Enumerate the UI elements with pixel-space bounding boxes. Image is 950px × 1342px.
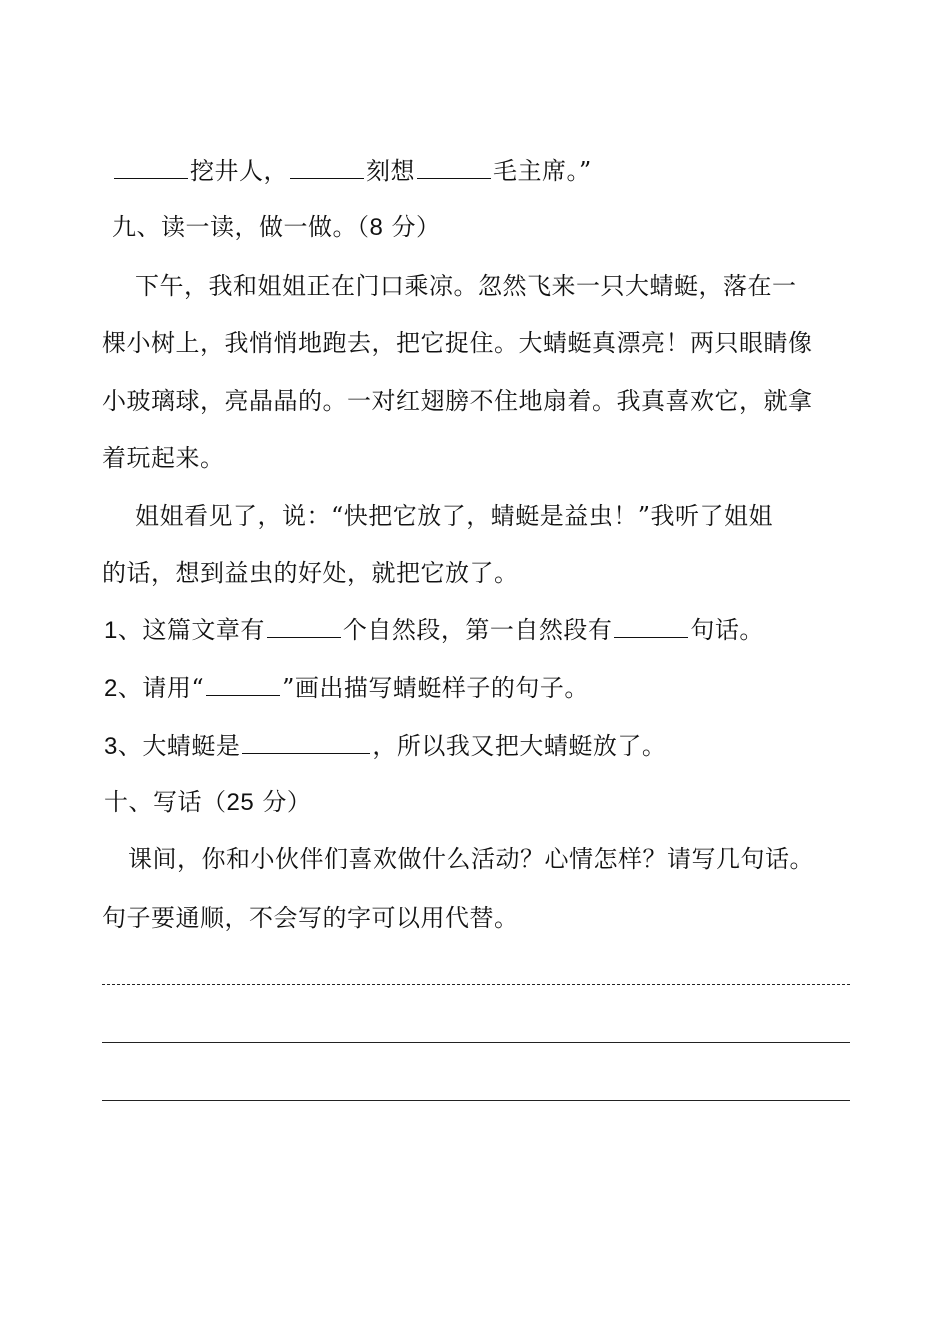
fill-blank[interactable] [290, 156, 364, 179]
question-2: 2、请用“ ”画出描写蜻蜓样子的句子。 [104, 674, 589, 702]
fill-blank[interactable] [267, 615, 341, 638]
writing-line[interactable] [102, 1100, 850, 1101]
passage-line: 下午，我和姐姐正在门口乘凉。忽然飞来一只大蜻蜓，落在一 [135, 272, 797, 300]
section-heading-9: 九、读一读，做一做。（8 分） [112, 213, 441, 241]
text-segment: 刻想 [366, 157, 415, 185]
text-segment: 毛主席。” [493, 157, 592, 185]
writing-line[interactable] [102, 984, 850, 985]
fill-blank[interactable] [614, 615, 688, 638]
writing-prompt-line: 课间，你和小伙伴们喜欢做什么活动？心情怎样？请写几句话。 [128, 845, 814, 873]
fill-blank[interactable] [417, 156, 491, 179]
writing-prompt-line: 句子要通顺，不会写的字可以用代替。 [102, 904, 519, 932]
section-heading-10: 十、写话（25 分） [104, 788, 312, 816]
writing-line[interactable] [102, 1042, 850, 1043]
fill-blank[interactable] [114, 156, 188, 179]
passage-line: 姐姐看见了，说：“快把它放了，蜻蜓是益虫！”我听了姐姐 [135, 502, 774, 530]
question-1: 1、这篇文章有 个自然段，第一自然段有 句话。 [104, 616, 764, 644]
passage-line: 小玻璃球，亮晶晶的。一对红翅膀不住地扇着。我真喜欢它，就拿 [102, 387, 813, 415]
top-line [112, 155, 592, 187]
score: 8 [369, 214, 384, 241]
passage-line: 着玩起来。 [102, 444, 225, 472]
question-3: 3、大蜻蜓是 ，所以我又把大蜻蜓放了。 [104, 732, 667, 760]
fill-blank[interactable] [206, 673, 280, 696]
passage-line: 的话，想到益虫的好处，就把它放了。 [102, 559, 519, 587]
text-segment: 挖井人， [190, 157, 288, 185]
score: 25 [226, 789, 255, 816]
passage-line: 棵小树上，我悄悄地跑去，把它捉住。大蜻蜓真漂亮！两只眼睛像 [102, 329, 813, 357]
fill-blank[interactable] [242, 731, 370, 754]
